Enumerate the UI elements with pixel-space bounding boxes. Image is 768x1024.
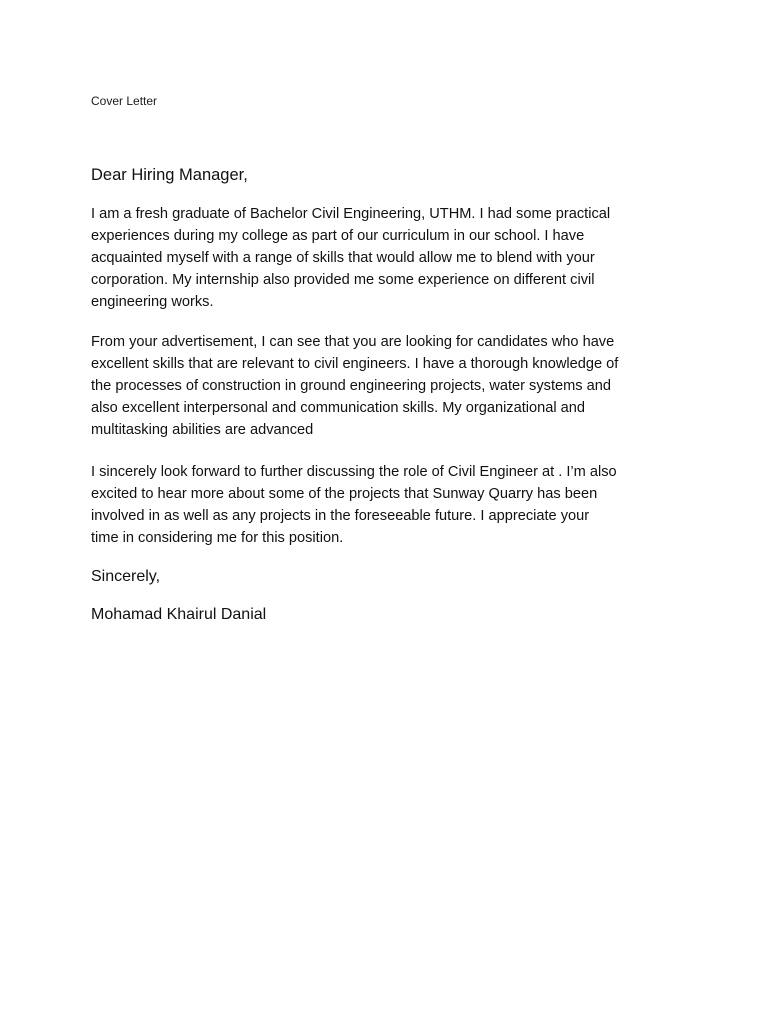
letter-greeting: Dear Hiring Manager, xyxy=(91,166,248,184)
letter-paragraph-1: I am a fresh graduate of Bachelor Civil Engineering, UTHM. I had some practical experiences during my college as part of our curriculum in our school. I have acquainted myself with a range of skills that would allow me to blend with your corporation. My internship also provided me some experience on different civil engineering works. xyxy=(91,206,611,310)
letter-closing: Sincerely, xyxy=(91,568,161,585)
document-title: Cover Letter xyxy=(91,94,158,108)
letter-signature: Mohamad Khairul Danial xyxy=(91,606,267,623)
letter-paragraph-2: From your advertisement, I can see that you are looking for candidates who have excellent skills that are relevant to civil engineers. I have a thorough knowledge of the processes of construction in ground engineering projects, water systems and also excellent interpersonal and communication skills. My organizational and multitasking abilities are advanced xyxy=(91,334,619,438)
letter-paragraph-3: I sincerely look forward to further discussing the role of Civil Engineer at . I’m also excited to hear more about some of the projects that Sunway Quarry has been involved in as well as any projects in the foreseeable future. I appreciate your time in considering me for this position. xyxy=(91,464,617,546)
